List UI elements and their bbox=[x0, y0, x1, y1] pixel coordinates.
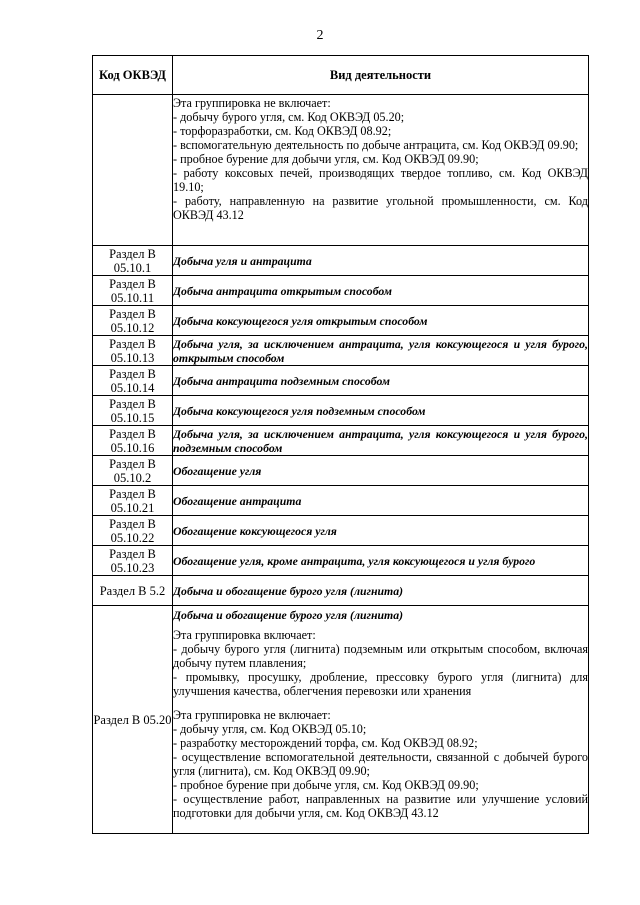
excludes-heading: Эта группировка не включает: bbox=[173, 708, 331, 722]
table-header-row bbox=[93, 56, 589, 95]
excludes-item: - добычу бурого угля, см. Код ОКВЭД 05.20; bbox=[173, 110, 405, 124]
excludes-item: - работу коксовых печей, производящих твердое топливо, см. Код ОКВЭД 19.10; bbox=[173, 166, 588, 194]
code-cell bbox=[93, 95, 173, 246]
activity-cell: Добыча угля, за исключением антрацита, угля коксующегося и угля бурого, подземным способом bbox=[173, 426, 588, 455]
excludes-item: - разработку месторождений торфа, см. Код ОКВЭД 08.92; bbox=[173, 736, 478, 750]
activity-cell: Добыча и обогащение бурого угля (лигнита) bbox=[173, 576, 589, 606]
activity-cell: Добыча угля, за исключением антрацита, угля коксующегося и угля бурого, открытым способом bbox=[173, 336, 588, 365]
excludes-item: - осуществление работ, направленных на развитие или улучшение условий подготовки для добычи угля, см. Код ОКВЭД 43.12 bbox=[173, 792, 588, 820]
table-row bbox=[93, 366, 589, 396]
excludes-item: - работу, направленную на развитие угольной промышленности, см. Код ОКВЭД 43.12 bbox=[173, 194, 588, 222]
page-number: 2 bbox=[316, 28, 324, 43]
code-cell: Раздел В 05.10.15 bbox=[93, 396, 173, 426]
code-cell: Раздел В 05.10.23 bbox=[93, 546, 173, 576]
excludes-heading: Эта группировка не включает: bbox=[173, 96, 331, 110]
table-row bbox=[93, 306, 589, 336]
code-cell: Раздел В 05.10.11 bbox=[93, 276, 173, 306]
code-cell: Раздел В 05.10.12 bbox=[93, 306, 173, 336]
table-row bbox=[93, 546, 589, 576]
code-cell: Раздел В 05.10.21 bbox=[93, 486, 173, 516]
code-cell: Раздел В 05.10.22 bbox=[93, 516, 173, 546]
activity-cell: Обогащение коксующегося угля bbox=[173, 516, 589, 546]
table-row bbox=[93, 396, 589, 426]
includes-heading: Эта группировка включает: bbox=[173, 628, 316, 642]
activity-cell bbox=[173, 95, 589, 246]
excludes-item: - добычу угля, см. Код ОКВЭД 05.10; bbox=[173, 722, 367, 736]
table-row bbox=[93, 516, 589, 546]
activity-cell: Добыча антрацита подземным способом bbox=[173, 366, 589, 396]
activity-cell: Добыча коксующегося угля подземным способом bbox=[173, 396, 589, 426]
activity-cell: Добыча антрацита открытым способом bbox=[173, 276, 589, 306]
excludes-item: - торфоразработки, см. Код ОКВЭД 08.92; bbox=[173, 124, 392, 138]
code-cell: Раздел В 05.10.14 bbox=[93, 366, 173, 396]
table-row bbox=[93, 456, 589, 486]
activity-cell bbox=[173, 606, 589, 834]
section-title: Добыча и обогащение бурого угля (лигнита) bbox=[173, 608, 404, 622]
header-code: Код ОКВЭД bbox=[93, 56, 173, 95]
table-row bbox=[93, 95, 589, 246]
excludes-item: - пробное бурение при добыче угля, см. Код ОКВЭД 09.90; bbox=[173, 778, 479, 792]
excludes-item: - осуществление вспомогательной деятельности, связанной с добычей бурого угля (лигнита), см. Код ОКВЭД 09.90; bbox=[173, 750, 588, 778]
table-row bbox=[93, 576, 589, 606]
activity-cell: Добыча коксующегося угля открытым способом bbox=[173, 306, 589, 336]
header-activity: Вид деятельности bbox=[173, 56, 589, 95]
table-row bbox=[93, 246, 589, 276]
excludes-item: - вспомогательную деятельность по добыче антрацита, см. Код ОКВЭД 09.90; bbox=[173, 138, 579, 152]
code-cell: Раздел В 05.10.1 bbox=[93, 246, 173, 276]
activity-cell: Добыча угля и антрацита bbox=[173, 246, 589, 276]
table-row bbox=[93, 276, 589, 306]
activity-cell: Обогащение антрацита bbox=[173, 486, 589, 516]
activity-cell: Обогащение угля, кроме антрацита, угля коксующегося и угля бурого bbox=[173, 546, 589, 576]
table-row bbox=[93, 336, 589, 366]
spacer bbox=[173, 698, 588, 708]
includes-item: - промывку, просушку, дробление, прессовку бурого угля (лигнита) для улучшения качества, облегчения перевозки или хранения bbox=[173, 670, 588, 698]
code-cell: Раздел В 05.10.2 bbox=[93, 456, 173, 486]
code-cell: Раздел В 05.10.16 bbox=[93, 426, 173, 456]
activity-cell: Обогащение угля bbox=[173, 456, 589, 486]
code-cell: Раздел В 05.10.13 bbox=[93, 336, 173, 366]
table-row bbox=[93, 426, 589, 456]
code-cell: Раздел В 05.20 bbox=[93, 606, 173, 834]
excludes-item: - пробное бурение для добычи угля, см. Код ОКВЭД 09.90; bbox=[173, 152, 479, 166]
table-row bbox=[93, 486, 589, 516]
code-cell: Раздел В 5.2 bbox=[93, 576, 173, 606]
includes-item: - добычу бурого угля (лигнита) подземным или открытым способом, включая добычу путем плавления; bbox=[173, 642, 588, 670]
okved-table bbox=[92, 55, 589, 834]
table-row bbox=[93, 606, 589, 834]
